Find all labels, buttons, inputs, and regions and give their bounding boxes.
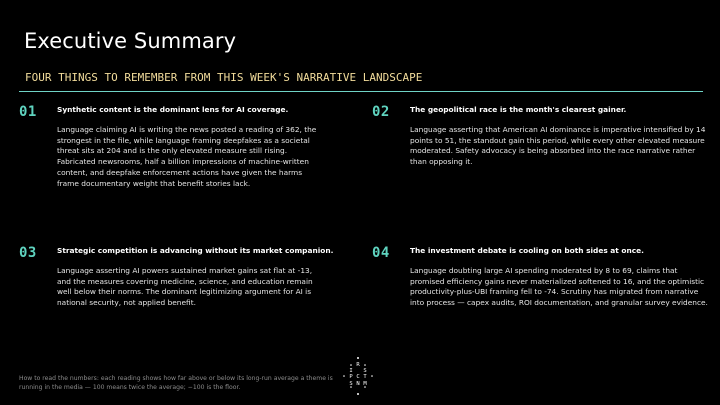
logo-letter: R — [356, 362, 360, 368]
footnote: How to read the numbers: each reading shows how far above or below its long-run average a theme is running in the media — 100 means twice the average; −100 is the floor. — [19, 375, 333, 391]
logo-letter: M — [363, 381, 367, 387]
item-body: Language claiming AI is writing the news posted a reading of 362, the strongest in the file, while language framing deepfakes as a societal threat sits at 204 and is the only elevated measure still rising. Fabricated newsrooms, half a billion impressions of machine-written content, and deepfake enforcement actions have given the harms frame documentary weight that benefit stories lack. — [57, 125, 317, 188]
item-body: Language asserting AI powers sustained market gains sat flat at -13, and the measures covering medicine, science, and education remain well below their norms. The dominant legitimizing argument for AI is national security, not applied benefit. — [57, 266, 313, 308]
item-heading: The investment debate is cooling on both sides at once. — [410, 246, 644, 255]
item-body: Language doubting large AI spending moderated by 8 to 69, claims that promised efficiency gains never materialized softened to 16, and the optimistic productivity-plus-UBI framing fell to -74. Scrutiny has migrated from narrative into process — capex audits, ROI documentation, and granular survey evidence. — [410, 266, 708, 308]
item-number: 03 — [19, 245, 37, 261]
item-number: 02 — [372, 104, 390, 120]
item-heading: Synthetic content is the dominant lens for AI coverage. — [57, 105, 289, 114]
logo-letter: I — [349, 368, 353, 374]
item-number: 01 — [19, 104, 37, 120]
item-body: Language asserting that American AI dominance is imperative intensified by 14 points to 51, the standout gain this period, while every other elevated measure moderated. Safety advocacy is being absorbed into the race narrative rather than opposing it. — [410, 125, 706, 167]
slide-title: Executive Summary — [24, 29, 237, 53]
logo-letter: N — [356, 381, 360, 387]
logo-letter: S — [349, 381, 353, 387]
item-heading: Strategic competition is advancing without its market companion. — [57, 246, 334, 255]
logo-letter: P — [349, 374, 353, 380]
logo-letter: C — [356, 374, 360, 380]
item-number: 04 — [372, 245, 390, 261]
logo-letter: S — [363, 368, 367, 374]
logo-letter: T — [363, 374, 367, 380]
dot-grid-logo-icon — [338, 355, 378, 397]
divider-rule — [19, 91, 703, 92]
slide-subtitle: FOUR THINGS TO REMEMBER FROM THIS WEEK'S NARRATIVE LANDSCAPE — [25, 71, 423, 84]
item-heading: The geopolitical race is the month's clearest gainer. — [410, 105, 627, 114]
